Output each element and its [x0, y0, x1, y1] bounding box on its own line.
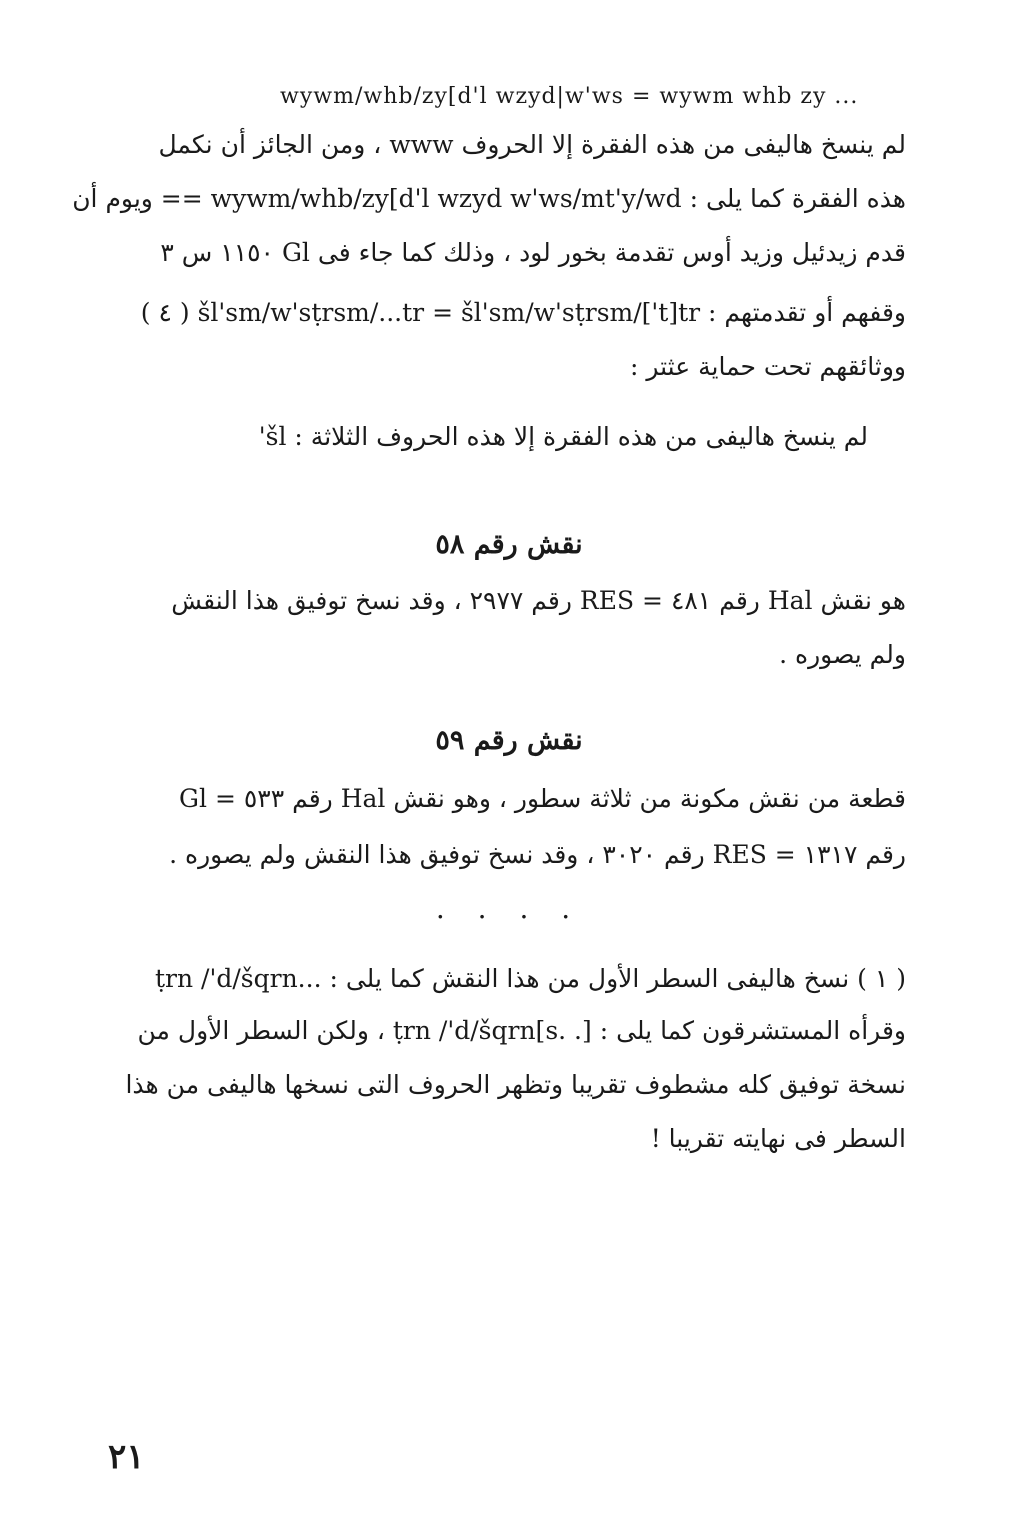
inscription-59-line: قطعة من نقش مكونة من ثلاثة سطور ، وهو نقش Hal رقم ٥٣٣ = Gl — [179, 784, 906, 813]
inscription-58-line: هو نقش Hal رقم ٤٨١ = RES رقم ٢٩٧٧ ، وقد نسخ توفيق هذا النقش — [171, 586, 906, 615]
footnote-1-line: السطر فى نهايته تقريبا ! — [650, 1124, 906, 1153]
footnote-line: قدم زيدئيل وزيد أوس تقدمة بخور لود ، وذلك كما جاء فى Gl ١١٥٠ س ٣ — [160, 238, 906, 267]
footnote-1-line: نسخة توفيق كله مشطوف تقريبا وتظهر الحروف التى نسخها هاليفى من هذا — [125, 1070, 906, 1099]
footnote-4-line: ( ٤ ) šl'sm/w'sṭrsm/...tr = šl'sm/w'sṭrsm/['t]tr : وقفهم أو تقدمتهم — [140, 298, 906, 327]
inscription-59-line: رقم ١٣١٧ = RES رقم ٣٠٢٠ ، وقد نسخ توفيق هذا النقش ولم يصوره . — [169, 840, 906, 869]
transliteration-line: wywm/whb/zy[d'l wzyd|w'ws = wywm whb zy ... — [280, 84, 859, 109]
inscription-58-title: نقش رقم ٥٨ — [435, 529, 583, 560]
footnote-1-line: ( ١ ) نسخ هاليفى السطر الأول من هذا النقش كما يلى : ...ṭrn /'d/šqrn — [155, 964, 906, 993]
page-number: ٢١ — [108, 1437, 145, 1477]
footnote-1-line: وقرأه المستشرقون كما يلى : [. .s]ṭrn /'d/šqrn ، ولكن السطر الأول من — [137, 1016, 906, 1045]
footnote-line: هذه الفقرة كما يلى : wywm/whb/zy[d'l wzyd w'ws/mt'y/wd == ويوم أن — [72, 184, 906, 213]
section-separator: . . . . — [435, 892, 583, 925]
footnote-line: لم ينسخ هاليفى من هذه الفقرة إلا الحروف www ، ومن الجائز أن نكمل — [158, 130, 906, 159]
footnote-4-line: لم ينسخ هاليفى من هذه الفقرة إلا هذه الحروف الثلاثة : šl' — [258, 422, 868, 451]
inscription-58-line: ولم يصوره . — [779, 640, 906, 669]
footnote-4-line: ووثائقهم تحت حماية عثتر : — [629, 352, 906, 381]
inscription-59-title: نقش رقم ٥٩ — [435, 725, 583, 756]
